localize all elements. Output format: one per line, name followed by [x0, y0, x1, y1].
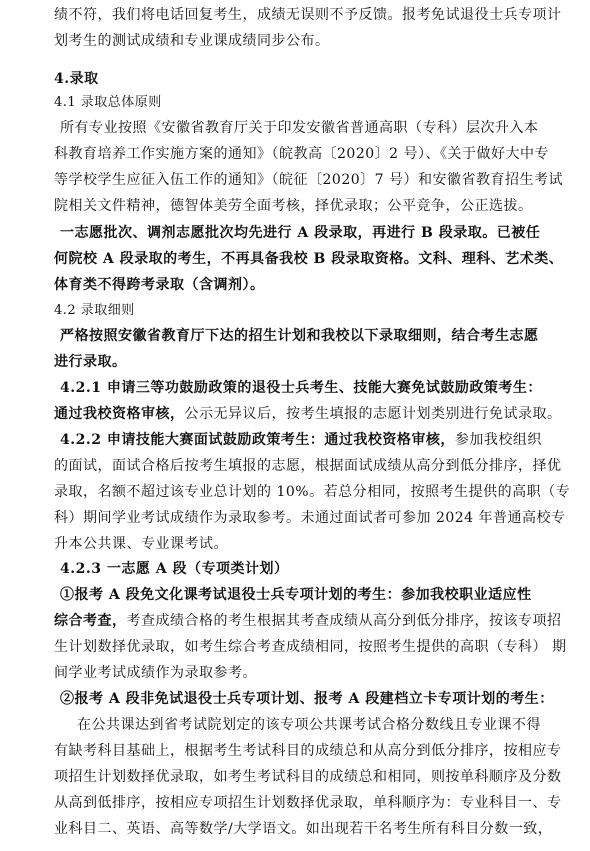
paragraph-line: 科教育培养工作实施方案的通知》（皖教高〔2020〕2 号）、《关于做好大中专 — [54, 146, 549, 162]
bold-paragraph-line: ①报考 A 段免文化课考试退役士兵专项计划的考生：参加我校职业适应性 — [60, 587, 532, 603]
bold-paragraph-line: 一志愿批次、调剂志愿批次均先进行 A 段录取，再进行 B 段录取。已被任 — [60, 225, 541, 241]
clause-heading-4-2-1: 4.2.1 申请三等功鼓励政策的退役士兵考生、技能大赛免试鼓励政策考生： — [60, 380, 542, 396]
paragraph-line: 录取，名额不超过该专业总计划的 10%。若总分相同，按照考生提供的高职（专 — [54, 484, 571, 500]
bold-paragraph-line: 进行录取。 — [54, 354, 127, 370]
normal-run: 考查成绩合格的考生根据其考查成绩从高分到低分排序，按该专项招 — [126, 613, 562, 629]
paragraph-line: 间学业考试成绩作为录取参考。 — [54, 665, 257, 681]
subsection-heading-4-2: 4.2 录取细则 — [54, 303, 135, 318]
section-heading-admission: 4.录取 — [54, 71, 99, 87]
bold-paragraph-line: 何院校 A 段录取的考生，不再具备我校 B 段录取资格。文科、理科、艺术类、 — [54, 251, 564, 267]
paragraph-line-mixed — [54, 405, 562, 423]
bold-paragraph-line: 严格按照安徽省教育厅下达的招生计划和我校以下录取细则，结合考生志愿 — [60, 328, 539, 344]
paragraph-line: 生计划数择优录取，如考生综合考查成绩相同，按照考生提供的高职（专科） 期 — [54, 639, 567, 655]
paragraph-line: 院相关文件精神，德智体美劳全面考核，择优录取；公平竞争，公正选拔。 — [54, 198, 533, 214]
paragraph-line: 在公共课达到省考试院划定的该专项公共课考试合格分数线且专业课不得 — [77, 717, 541, 733]
clause-heading-4-2-2: 4.2.2 申请技能大赛面试鼓励政策考生：通过我校资格审核， — [60, 432, 455, 448]
clause-heading-4-2-3: 4.2.3 一志愿 A 段（专项类计划） — [60, 561, 289, 577]
paragraph-line-mixed — [60, 431, 542, 449]
paragraph-line-mixed — [54, 612, 562, 630]
bold-paragraph-line: 体育类不得跨考录取（含调剂）。 — [54, 277, 265, 293]
bold-paragraph-line: ②报考 A 段非免试退役士兵专项计划、报考 A 段建档立卡专项计划的考生： — [60, 691, 554, 707]
paragraph-line: 等学校学生应征入伍工作的通知》（皖征〔2020〕7 号）和安徽省教育招生考试 — [54, 172, 563, 188]
normal-run: 公示无异议后，按考生填报的志愿计划类别进行免试录取。 — [184, 406, 562, 422]
paragraph-line: 划考生的测试成绩和专业课成绩同步公布。 — [54, 33, 330, 49]
paragraph-line: 从高到低排序，按相应专项招生计划数择优录取，单科顺序为：专业科目一、专 — [54, 795, 562, 811]
paragraph-line: 所有专业按照《安徽省教育厅关于印发安徽省普通高职（专科）层次升入本 — [60, 120, 539, 136]
paragraph-line: 有缺考科目基础上，根据考生考试科目的成绩总和从高分到低分排序，按相应专 — [54, 743, 562, 759]
subsection-heading-4-1: 4.1 录取总体原则 — [54, 95, 162, 110]
paragraph-line: 科）期间学业考试成绩作为录取参考。未通过面试者可参加 2024 年普通高校专 — [54, 510, 566, 526]
paragraph-line: 的面试，面试合格后按考生填报的志愿，根据面试成绩从高分到低分排序，择优 — [54, 458, 562, 474]
normal-run: 参加我校组织 — [454, 432, 542, 448]
bold-run: 综合考查， — [54, 613, 127, 629]
paragraph-line: 业科目二、英语、高等数学/大学语文。如出现若干名考生所有科目分数一致， — [54, 821, 553, 837]
paragraph-line: 升本公共课、专业课考试。 — [54, 536, 228, 552]
paragraph-line: 项招生计划数择优录取，如考生考试科目的成绩总和相同，则按单科顺序及分数 — [54, 769, 562, 785]
paragraph-line: 绩不符，我们将电话回复考生，成绩无误则不予反馈。报考免试退役士兵专项计 — [54, 7, 562, 23]
bold-run: 通过我校资格审核， — [54, 406, 185, 422]
